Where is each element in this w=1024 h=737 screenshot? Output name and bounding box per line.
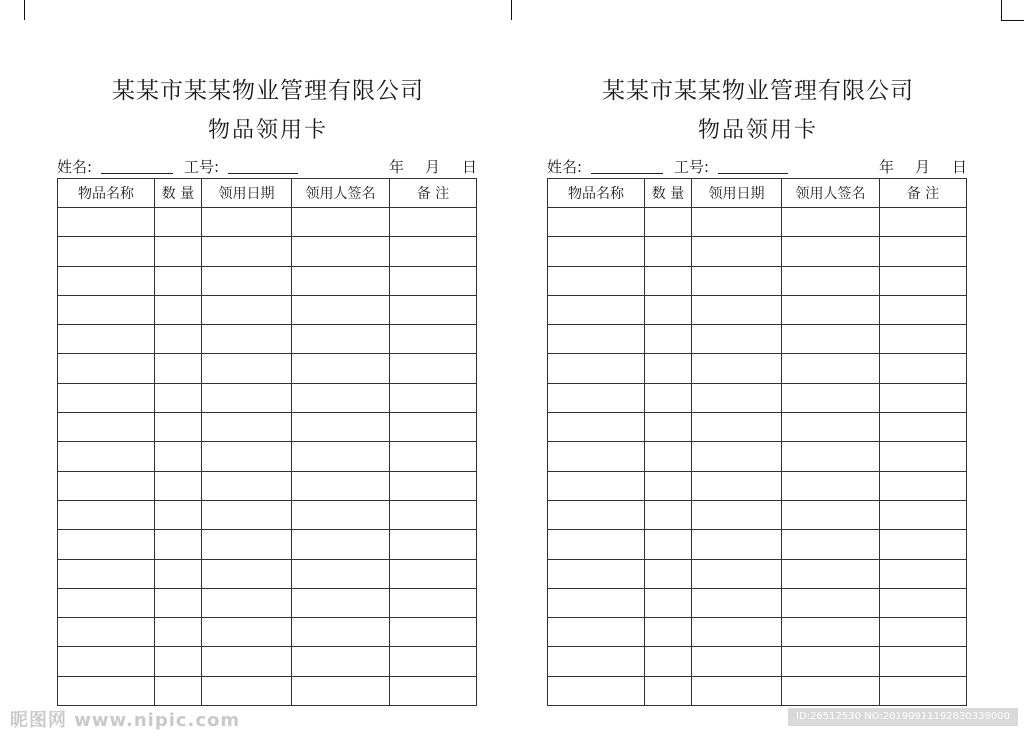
table-cell[interactable] <box>58 618 155 647</box>
table-cell[interactable] <box>782 647 880 676</box>
table-cell[interactable] <box>58 559 155 588</box>
table-cell[interactable] <box>645 618 692 647</box>
table-cell[interactable] <box>292 442 390 471</box>
table-cell[interactable] <box>645 676 692 705</box>
table-cell[interactable] <box>58 266 155 295</box>
table-cell[interactable] <box>58 500 155 529</box>
header-quantity: 数 量 <box>155 179 202 208</box>
table-row <box>548 471 967 500</box>
table-cell[interactable] <box>155 354 202 383</box>
table-cell[interactable] <box>390 237 477 266</box>
day-label: 日 <box>462 158 478 176</box>
table-cell[interactable] <box>692 325 782 354</box>
table-row <box>58 500 477 529</box>
table-cell[interactable] <box>292 354 390 383</box>
table-cell[interactable] <box>58 676 155 705</box>
table-cell[interactable] <box>880 500 967 529</box>
table-cell[interactable] <box>390 530 477 559</box>
table-cell[interactable] <box>548 266 645 295</box>
table-cell[interactable] <box>292 208 390 237</box>
table-cell[interactable] <box>692 383 782 412</box>
table-cell[interactable] <box>548 559 645 588</box>
table-cell[interactable] <box>155 471 202 500</box>
table-row <box>58 588 477 617</box>
table-cell[interactable] <box>548 500 645 529</box>
table-cell[interactable] <box>202 530 292 559</box>
header-signature: 领用人签名 <box>782 179 880 208</box>
table-row <box>548 383 967 412</box>
table-cell[interactable] <box>548 237 645 266</box>
table-cell[interactable] <box>390 208 477 237</box>
table-row <box>548 647 967 676</box>
table-cell[interactable] <box>692 442 782 471</box>
table-header-row <box>58 179 477 208</box>
table-row <box>58 530 477 559</box>
table-cell[interactable] <box>155 647 202 676</box>
table-cell[interactable] <box>645 237 692 266</box>
table-cell[interactable] <box>202 295 292 324</box>
table-row <box>58 676 477 705</box>
table-cell[interactable] <box>202 471 292 500</box>
table-row <box>58 295 477 324</box>
table-cell[interactable] <box>548 647 645 676</box>
table-cell[interactable] <box>390 383 477 412</box>
table-cell[interactable] <box>692 237 782 266</box>
table-cell[interactable] <box>292 295 390 324</box>
table-cell[interactable] <box>880 325 967 354</box>
table-cell[interactable] <box>155 676 202 705</box>
table-cell[interactable] <box>880 266 967 295</box>
name-label: 姓名: <box>547 158 583 176</box>
header-remarks: 备 注 <box>880 179 967 208</box>
table-cell[interactable] <box>692 676 782 705</box>
table-cell[interactable] <box>155 442 202 471</box>
table-row <box>548 325 967 354</box>
watermark-site: 昵图网 www.nipic.com <box>10 710 241 731</box>
table-cell[interactable] <box>880 383 967 412</box>
table-cell[interactable] <box>292 383 390 412</box>
table-row <box>58 413 477 442</box>
table-cell[interactable] <box>202 442 292 471</box>
table-cell[interactable] <box>782 676 880 705</box>
name-field[interactable] <box>591 173 663 174</box>
table-row <box>58 647 477 676</box>
table-cell[interactable] <box>202 354 292 383</box>
table-cell[interactable] <box>202 500 292 529</box>
table-cell[interactable] <box>548 442 645 471</box>
table-cell[interactable] <box>782 325 880 354</box>
table-cell[interactable] <box>202 237 292 266</box>
table-row <box>548 676 967 705</box>
table-row <box>548 208 967 237</box>
table-cell[interactable] <box>292 325 390 354</box>
table-cell[interactable] <box>548 413 645 442</box>
company-name: 某某市某某物业管理有限公司 <box>112 78 424 104</box>
table-cell[interactable] <box>645 559 692 588</box>
table-cell[interactable] <box>880 237 967 266</box>
table-cell[interactable] <box>782 588 880 617</box>
table-cell[interactable] <box>880 295 967 324</box>
header-item-name: 物品名称 <box>58 179 155 208</box>
table-cell[interactable] <box>880 559 967 588</box>
table-cell[interactable] <box>390 354 477 383</box>
table-cell[interactable] <box>155 559 202 588</box>
table-cell[interactable] <box>390 618 477 647</box>
table-cell[interactable] <box>202 618 292 647</box>
table-cell[interactable] <box>880 588 967 617</box>
table-cell[interactable] <box>155 500 202 529</box>
table-row <box>548 266 967 295</box>
table-cell[interactable] <box>390 471 477 500</box>
table-cell[interactable] <box>292 559 390 588</box>
table-row <box>548 354 967 383</box>
table-cell[interactable] <box>155 208 202 237</box>
table-cell[interactable] <box>548 676 645 705</box>
name-label: 姓名: <box>57 158 93 176</box>
table-cell[interactable] <box>292 413 390 442</box>
table-cell[interactable] <box>155 295 202 324</box>
table-cell[interactable] <box>155 530 202 559</box>
table-cell[interactable] <box>782 354 880 383</box>
month-label: 月 <box>915 158 931 176</box>
table-cell[interactable] <box>645 530 692 559</box>
table-cell[interactable] <box>155 266 202 295</box>
table-cell[interactable] <box>692 208 782 237</box>
table-cell[interactable] <box>880 530 967 559</box>
table-row <box>58 237 477 266</box>
header-date: 领用日期 <box>692 179 782 208</box>
table-cell[interactable] <box>58 530 155 559</box>
year-label: 年 <box>879 158 895 176</box>
table-row <box>58 442 477 471</box>
name-field[interactable] <box>101 173 173 174</box>
table-row <box>58 471 477 500</box>
table-cell[interactable] <box>880 676 967 705</box>
header-remarks: 备 注 <box>390 179 477 208</box>
table-row <box>548 618 967 647</box>
table-cell[interactable] <box>58 208 155 237</box>
crop-mark-right-v <box>1001 0 1002 20</box>
table-cell[interactable] <box>155 383 202 412</box>
table-cell[interactable] <box>782 266 880 295</box>
table-cell[interactable] <box>782 237 880 266</box>
header-quantity: 数 量 <box>645 179 692 208</box>
table-cell[interactable] <box>692 530 782 559</box>
table-cell[interactable] <box>692 588 782 617</box>
table-cell[interactable] <box>292 647 390 676</box>
table-cell[interactable] <box>692 500 782 529</box>
table-row <box>548 413 967 442</box>
table-cell[interactable] <box>390 266 477 295</box>
employee-id-field[interactable] <box>228 173 298 174</box>
table-cell[interactable] <box>880 442 967 471</box>
table-cell[interactable] <box>782 383 880 412</box>
table-cell[interactable] <box>645 383 692 412</box>
table-cell[interactable] <box>155 618 202 647</box>
table-cell[interactable] <box>782 500 880 529</box>
table-cell[interactable] <box>645 266 692 295</box>
table-cell[interactable] <box>292 530 390 559</box>
crop-mark-right-h <box>1001 20 1024 21</box>
table-cell[interactable] <box>390 676 477 705</box>
employee-id-field[interactable] <box>718 173 788 174</box>
table-cell[interactable] <box>692 559 782 588</box>
table-cell[interactable] <box>390 647 477 676</box>
table-cell[interactable] <box>782 618 880 647</box>
table-cell[interactable] <box>880 208 967 237</box>
table-cell[interactable] <box>155 588 202 617</box>
table-cell[interactable] <box>548 618 645 647</box>
table-cell[interactable] <box>58 237 155 266</box>
table-cell[interactable] <box>692 471 782 500</box>
table-cell[interactable] <box>645 208 692 237</box>
table-cell[interactable] <box>202 588 292 617</box>
table-cell[interactable] <box>645 413 692 442</box>
day-label: 日 <box>952 158 968 176</box>
requisition-table <box>57 178 477 706</box>
table-body <box>58 208 477 706</box>
table-cell[interactable] <box>202 325 292 354</box>
table-row <box>548 588 967 617</box>
employee-id-label: 工号: <box>184 158 220 176</box>
table-cell[interactable] <box>202 413 292 442</box>
table-cell[interactable] <box>782 559 880 588</box>
table-cell[interactable] <box>692 295 782 324</box>
table-cell[interactable] <box>782 208 880 237</box>
table-row <box>58 559 477 588</box>
table-cell[interactable] <box>645 442 692 471</box>
table-cell[interactable] <box>645 647 692 676</box>
table-cell[interactable] <box>548 295 645 324</box>
watermark-id: ID:26512530 NO:20190911192830339000 <box>788 708 1018 726</box>
table-row <box>548 295 967 324</box>
table-cell[interactable] <box>548 588 645 617</box>
card-title: 物品领用卡 <box>207 118 328 143</box>
table-cell[interactable] <box>782 295 880 324</box>
table-cell[interactable] <box>880 618 967 647</box>
table-cell[interactable] <box>390 588 477 617</box>
table-row <box>58 354 477 383</box>
table-cell[interactable] <box>202 266 292 295</box>
table-cell[interactable] <box>390 413 477 442</box>
table-row <box>548 442 967 471</box>
header-signature: 领用人签名 <box>292 179 390 208</box>
table-cell[interactable] <box>390 295 477 324</box>
table-cell[interactable] <box>58 442 155 471</box>
table-header-row <box>548 179 967 208</box>
table-cell[interactable] <box>390 325 477 354</box>
table-cell[interactable] <box>548 471 645 500</box>
table-cell[interactable] <box>155 325 202 354</box>
table-row <box>58 325 477 354</box>
header-item-name: 物品名称 <box>548 179 645 208</box>
table-cell[interactable] <box>292 266 390 295</box>
table-cell[interactable] <box>692 413 782 442</box>
table-cell[interactable] <box>692 618 782 647</box>
table-cell[interactable] <box>202 676 292 705</box>
table-cell[interactable] <box>645 295 692 324</box>
table-cell[interactable] <box>880 471 967 500</box>
table-cell[interactable] <box>782 442 880 471</box>
card-info-row <box>57 157 479 177</box>
header-date: 领用日期 <box>202 179 292 208</box>
table-cell[interactable] <box>692 647 782 676</box>
table-cell[interactable] <box>202 383 292 412</box>
table-cell[interactable] <box>782 471 880 500</box>
table-cell[interactable] <box>390 559 477 588</box>
table-cell[interactable] <box>155 237 202 266</box>
table-body <box>548 208 967 706</box>
table-cell[interactable] <box>692 266 782 295</box>
table-cell[interactable] <box>548 354 645 383</box>
table-cell[interactable] <box>548 208 645 237</box>
table-cell[interactable] <box>390 500 477 529</box>
table-row <box>58 266 477 295</box>
table-row <box>58 208 477 237</box>
card-info-row <box>547 157 969 177</box>
table-cell[interactable] <box>58 588 155 617</box>
table-cell[interactable] <box>645 354 692 383</box>
table-row <box>548 500 967 529</box>
table-cell[interactable] <box>58 354 155 383</box>
table-cell[interactable] <box>58 383 155 412</box>
table-cell[interactable] <box>58 413 155 442</box>
table-cell[interactable] <box>692 354 782 383</box>
table-cell[interactable] <box>292 500 390 529</box>
table-cell[interactable] <box>880 413 967 442</box>
year-label: 年 <box>389 158 405 176</box>
table-row <box>548 237 967 266</box>
table-cell[interactable] <box>292 471 390 500</box>
table-cell[interactable] <box>292 618 390 647</box>
card-title: 物品领用卡 <box>697 118 818 143</box>
table-row <box>58 618 477 647</box>
company-name: 某某市某某物业管理有限公司 <box>602 78 914 104</box>
table-cell[interactable] <box>880 647 967 676</box>
table-cell[interactable] <box>390 442 477 471</box>
table-cell[interactable] <box>548 383 645 412</box>
table-cell[interactable] <box>645 588 692 617</box>
table-cell[interactable] <box>645 500 692 529</box>
table-cell[interactable] <box>58 647 155 676</box>
table-cell[interactable] <box>645 325 692 354</box>
table-cell[interactable] <box>548 530 645 559</box>
table-row <box>548 530 967 559</box>
table-cell[interactable] <box>58 471 155 500</box>
table-cell[interactable] <box>292 237 390 266</box>
table-row <box>58 383 477 412</box>
crop-mark-center <box>511 0 512 20</box>
crop-mark-left <box>24 0 25 20</box>
table-cell[interactable] <box>880 354 967 383</box>
table-cell[interactable] <box>292 588 390 617</box>
table-cell[interactable] <box>782 530 880 559</box>
table-cell[interactable] <box>202 559 292 588</box>
table-cell[interactable] <box>58 325 155 354</box>
table-cell[interactable] <box>292 676 390 705</box>
table-cell[interactable] <box>782 413 880 442</box>
table-cell[interactable] <box>548 325 645 354</box>
table-cell[interactable] <box>202 208 292 237</box>
requisition-table <box>547 178 967 706</box>
table-cell[interactable] <box>155 413 202 442</box>
month-label: 月 <box>425 158 441 176</box>
table-row <box>548 559 967 588</box>
employee-id-label: 工号: <box>674 158 710 176</box>
table-cell[interactable] <box>58 295 155 324</box>
table-cell[interactable] <box>202 647 292 676</box>
table-cell[interactable] <box>645 471 692 500</box>
